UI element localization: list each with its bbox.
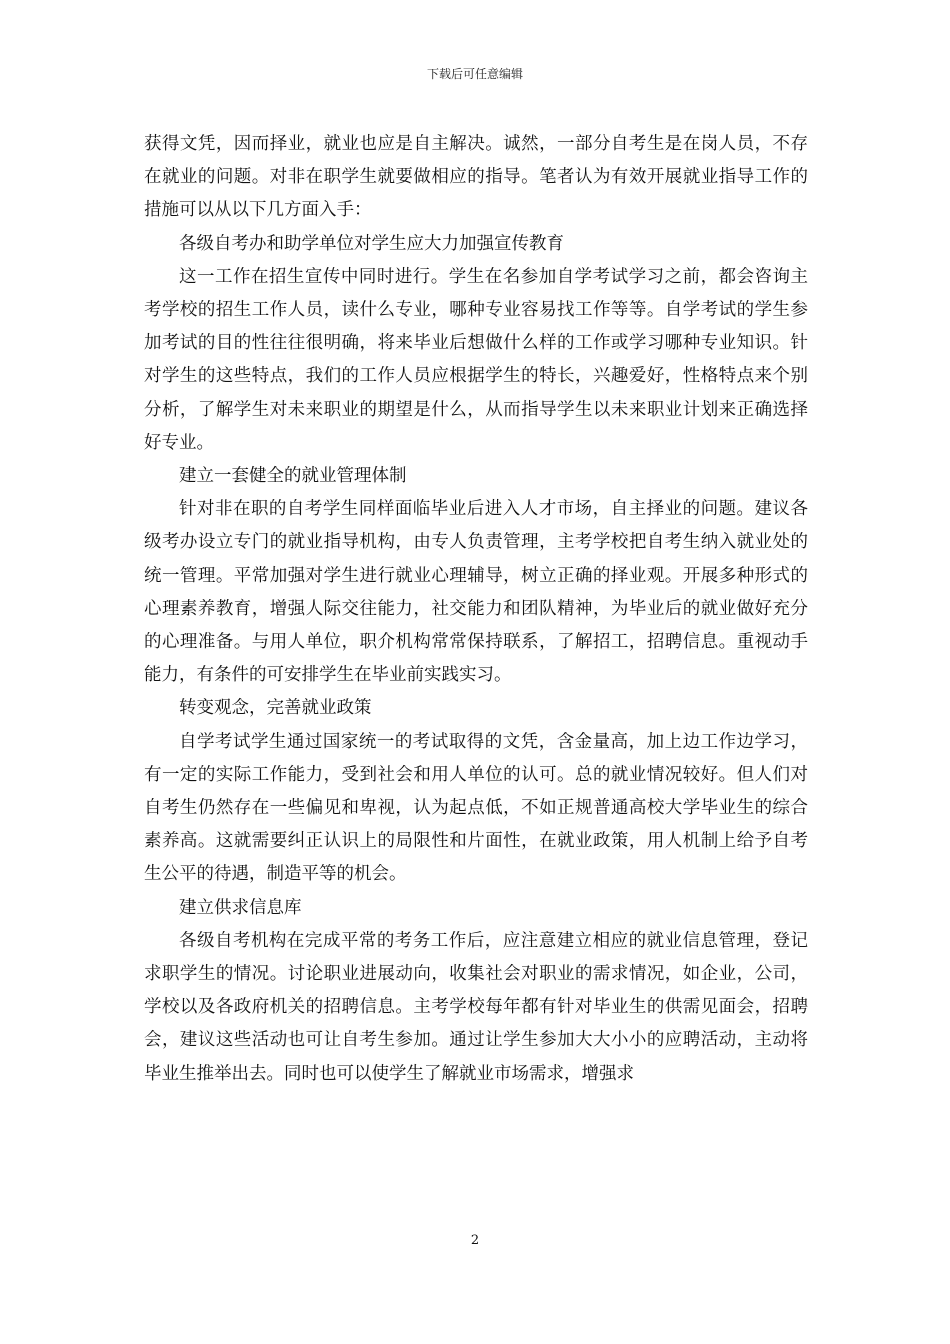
paragraph-policy: 自学考试学生通过国家统一的考试取得的文凭，含金量高，加上边工作边学习，有一定的实际工作能力，受到社会和用人单位的认可。总的就业情况较好。但人们对自考生仍然存在一些偏见和卑视，认为起点低，不如正规普通高校大学毕业生的综合素养高。这就需要纠正认识上的局限性和片面性，在就业政策，用人机制上给予自考生公平的待遇，制造平等的机会。	[144, 731, 808, 885]
paragraph-info-database: 各级自考机构在完成平常的考务工作后，应注意建立相应的就业信息管理，登记求职学生的情况。讨论职业进展动向，收集社会对职业的需求情况，如企业，公司，学校以及各政府机关的招聘信息。主考学校每年都有针对毕业生的供需见面会，招聘会，建议这些活动也可让自考生参加。通过让学生参加大大小小的应聘活动，主动将毕业生推举出去。同时也可以使学生了解就业市场需求，增强求	[144, 930, 808, 1084]
paragraph-publicity: 这一工作在招生宣传中同时进行。学生在名参加自学考试学习之前，都会咨询主考学校的招生工作人员，读什么专业，哪种专业容易找工作等等。自学考试的学生参加考试的目的性往往很明确，将来毕业后想做什么样的工作或学习哪种专业知识。针对学生的这些特点，我们的工作人员应根据学生的特长，兴趣爱好，性格特点来个别分析，了解学生对未来职业的期望是什么，从而指导学生以未来职业计划来正确选择好专业。	[144, 266, 808, 453]
document-body	[144, 128, 808, 1091]
paragraph-continuation: 获得文凭，因而择业，就业也应是自主解决。诚然，一部分自考生是在岗人员，不存在就业的问题。对非在职学生就要做相应的指导。笔者认为有效开展就业指导工作的措施可以从以下几方面入手：	[144, 134, 808, 221]
page-header: 下载后可任意编辑	[426, 67, 523, 81]
section-heading-policy: 转变观念，完善就业政策	[179, 698, 372, 719]
section-heading-publicity: 各级自考办和助学单位对学生应大力加强宣传教育	[179, 233, 564, 254]
page-number: 2	[470, 1233, 480, 1248]
paragraph-management: 针对非在职的自考学生同样面临毕业后进入人才市场，自主择业的问题。建议各级考办设立专门的就业指导机构，由专人负责管理，主考学校把自考生纳入就业处的统一管理。平常加强对学生进行就业心理辅导，树立正确的择业观。开展多种形式的心理素养教育，增强人际交往能力，社交能力和团队精神，为毕业后的就业做好充分的心理准备。与用人单位，职介机构常常保持联系，了解招工，招聘信息。重视动手能力，有条件的可安排学生在毕业前实践实习。	[144, 499, 808, 686]
section-heading-management: 建立一套健全的就业管理体制	[179, 466, 407, 487]
section-heading-info-database: 建立供求信息库	[179, 897, 302, 918]
